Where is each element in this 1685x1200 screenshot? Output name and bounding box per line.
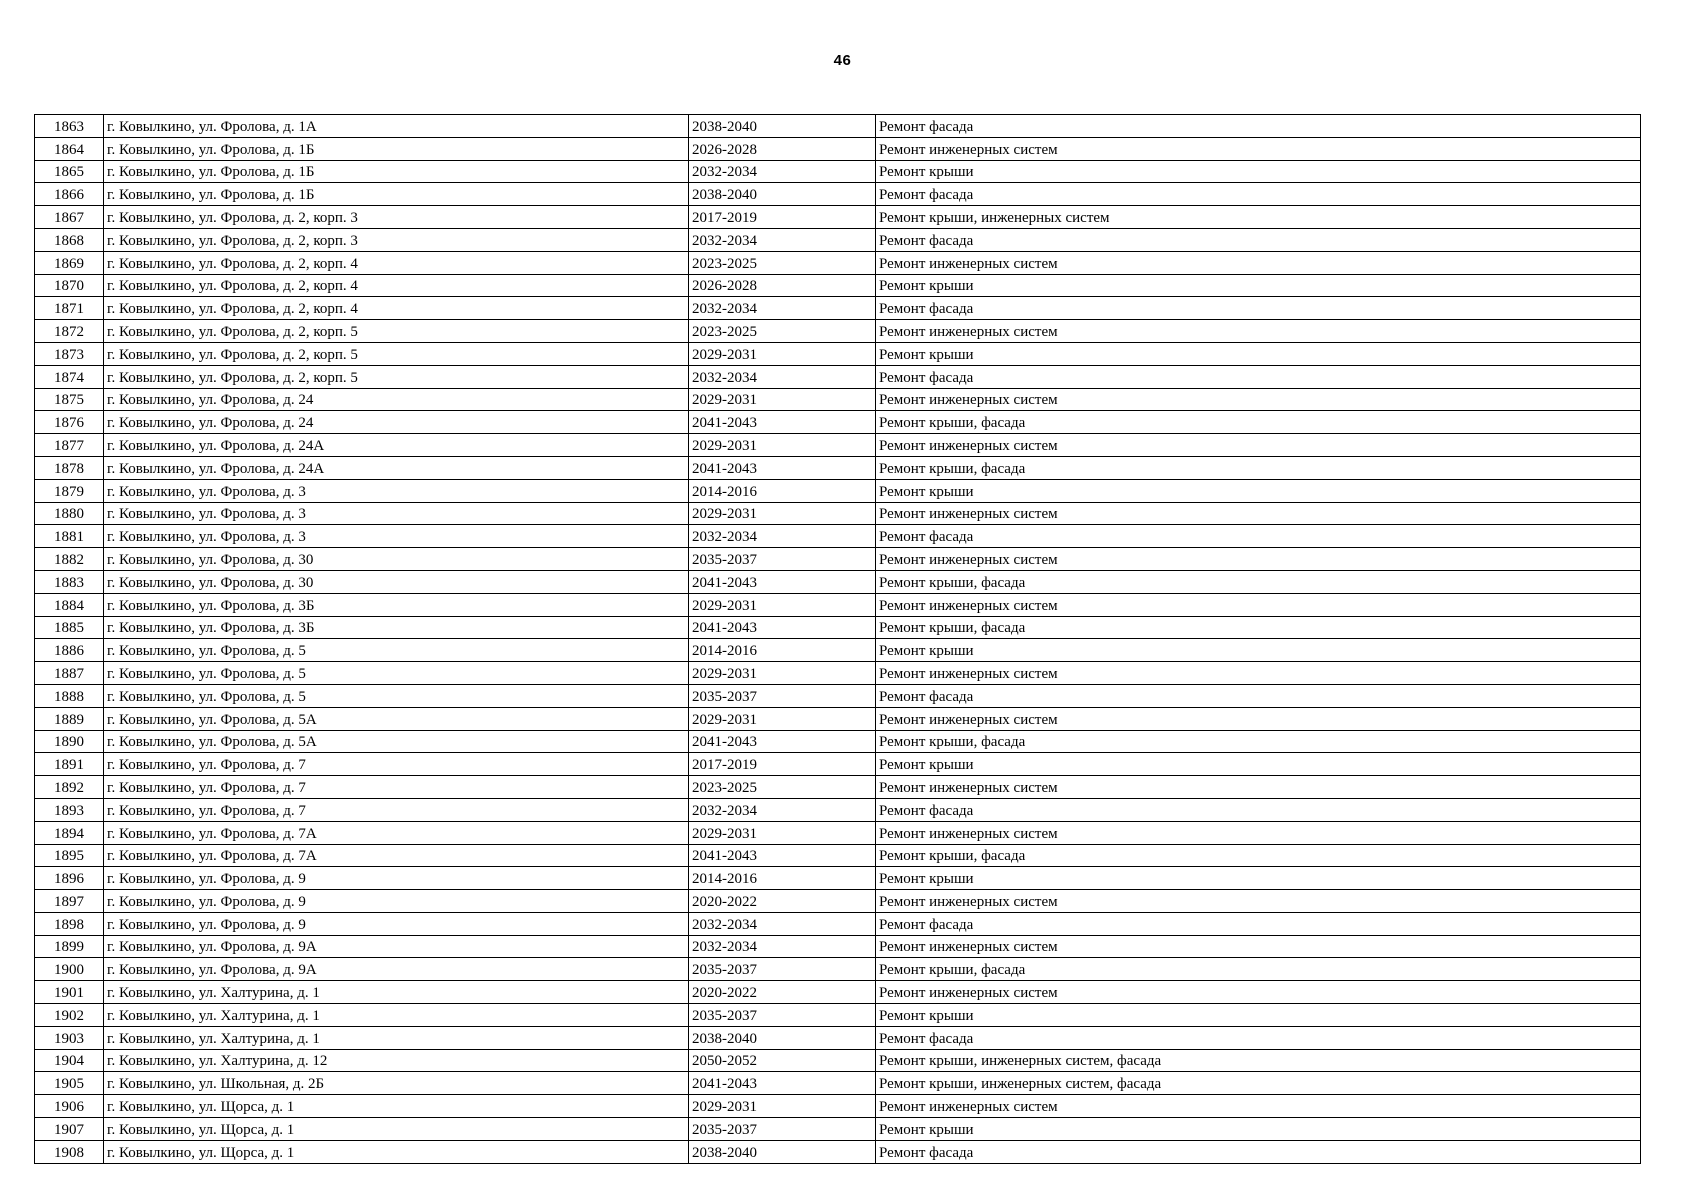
table-row (35, 639, 1641, 662)
work-type-cell: Ремонт крыши (876, 1118, 1641, 1141)
repair-schedule-table (34, 114, 1641, 1164)
work-type-cell: Ремонт крыши, фасада (876, 570, 1641, 593)
page-number: 46 (833, 52, 852, 69)
work-type-cell: Ремонт инженерных систем (876, 707, 1641, 730)
address-cell: г. Ковылкино, ул. Фролова, д. 9 (104, 867, 689, 890)
work-type-cell: Ремонт фасада (876, 1140, 1641, 1163)
address-cell: г. Ковылкино, ул. Фролова, д. 7 (104, 798, 689, 821)
row-number-cell: 1885 (35, 616, 104, 639)
work-type-cell: Ремонт инженерных систем (876, 593, 1641, 616)
work-type-cell: Ремонт крыши, фасада (876, 616, 1641, 639)
row-number-cell: 1866 (35, 183, 104, 206)
work-type-cell: Ремонт инженерных систем (876, 434, 1641, 457)
work-type-cell: Ремонт инженерных систем (876, 548, 1641, 571)
work-type-cell: Ремонт фасада (876, 297, 1641, 320)
period-cell: 2023-2025 (689, 320, 876, 343)
table-row (35, 228, 1641, 251)
work-type-cell: Ремонт фасада (876, 115, 1641, 138)
period-cell: 2041-2043 (689, 730, 876, 753)
row-number-cell: 1867 (35, 206, 104, 229)
period-cell: 2020-2022 (689, 981, 876, 1004)
address-cell: г. Ковылкино, ул. Фролова, д. 2, корп. 5 (104, 342, 689, 365)
address-cell: г. Ковылкино, ул. Фролова, д. 9 (104, 912, 689, 935)
address-cell: г. Ковылкино, ул. Фролова, д. 3Б (104, 593, 689, 616)
work-type-cell: Ремонт крыши, инженерных систем, фасада (876, 1072, 1641, 1095)
work-type-cell: Ремонт инженерных систем (876, 981, 1641, 1004)
address-cell: г. Ковылкино, ул. Фролова, д. 2, корп. 3 (104, 228, 689, 251)
table-row (35, 1118, 1641, 1141)
row-number-cell: 1907 (35, 1118, 104, 1141)
period-cell: 2032-2034 (689, 160, 876, 183)
row-number-cell: 1892 (35, 776, 104, 799)
work-type-cell: Ремонт крыши (876, 753, 1641, 776)
table-body (35, 115, 1641, 1164)
period-cell: 2014-2016 (689, 479, 876, 502)
row-number-cell: 1900 (35, 958, 104, 981)
row-number-cell: 1871 (35, 297, 104, 320)
address-cell: г. Ковылкино, ул. Фролова, д. 24 (104, 388, 689, 411)
table-row (35, 890, 1641, 913)
work-type-cell: Ремонт инженерных систем (876, 662, 1641, 685)
row-number-cell: 1878 (35, 456, 104, 479)
period-cell: 2041-2043 (689, 1072, 876, 1095)
address-cell: г. Ковылкино, ул. Фролова, д. 7А (104, 821, 689, 844)
row-number-cell: 1908 (35, 1140, 104, 1163)
work-type-cell: Ремонт инженерных систем (876, 388, 1641, 411)
work-type-cell: Ремонт крыши, инженерных систем, фасада (876, 1049, 1641, 1072)
row-number-cell: 1893 (35, 798, 104, 821)
row-number-cell: 1896 (35, 867, 104, 890)
work-type-cell: Ремонт инженерных систем (876, 776, 1641, 799)
row-number-cell: 1881 (35, 525, 104, 548)
address-cell: г. Ковылкино, ул. Фролова, д. 5 (104, 662, 689, 685)
row-number-cell: 1888 (35, 684, 104, 707)
address-cell: г. Ковылкино, ул. Халтурина, д. 1 (104, 981, 689, 1004)
period-cell: 2023-2025 (689, 251, 876, 274)
row-number-cell: 1876 (35, 411, 104, 434)
work-type-cell: Ремонт инженерных систем (876, 502, 1641, 525)
row-number-cell: 1897 (35, 890, 104, 913)
row-number-cell: 1906 (35, 1095, 104, 1118)
row-number-cell: 1874 (35, 365, 104, 388)
work-type-cell: Ремонт инженерных систем (876, 935, 1641, 958)
period-cell: 2035-2037 (689, 1118, 876, 1141)
period-cell: 2023-2025 (689, 776, 876, 799)
table-row (35, 206, 1641, 229)
period-cell: 2050-2052 (689, 1049, 876, 1072)
work-type-cell: Ремонт фасада (876, 228, 1641, 251)
period-cell: 2020-2022 (689, 890, 876, 913)
address-cell: г. Ковылкино, ул. Фролова, д. 5 (104, 684, 689, 707)
address-cell: г. Ковылкино, ул. Фролова, д. 2, корп. 5 (104, 365, 689, 388)
address-cell: г. Ковылкино, ул. Фролова, д. 24А (104, 434, 689, 457)
address-cell: г. Ковылкино, ул. Халтурина, д. 1 (104, 1004, 689, 1027)
address-cell: г. Ковылкино, ул. Фролова, д. 2, корп. 5 (104, 320, 689, 343)
address-cell: г. Ковылкино, ул. Щорса, д. 1 (104, 1095, 689, 1118)
period-cell: 2038-2040 (689, 183, 876, 206)
period-cell: 2041-2043 (689, 411, 876, 434)
work-type-cell: Ремонт инженерных систем (876, 1095, 1641, 1118)
period-cell: 2032-2034 (689, 228, 876, 251)
address-cell: г. Ковылкино, ул. Фролова, д. 24А (104, 456, 689, 479)
address-cell: г. Ковылкино, ул. Фролова, д. 7А (104, 844, 689, 867)
address-cell: г. Ковылкино, ул. Фролова, д. 9А (104, 958, 689, 981)
period-cell: 2035-2037 (689, 1004, 876, 1027)
period-cell: 2014-2016 (689, 867, 876, 890)
period-cell: 2041-2043 (689, 844, 876, 867)
table-row (35, 616, 1641, 639)
work-type-cell: Ремонт крыши (876, 639, 1641, 662)
row-number-cell: 1891 (35, 753, 104, 776)
work-type-cell: Ремонт фасада (876, 684, 1641, 707)
period-cell: 2032-2034 (689, 912, 876, 935)
table-row (35, 342, 1641, 365)
table-row (35, 730, 1641, 753)
address-cell: г. Ковылкино, ул. Фролова, д. 7 (104, 776, 689, 799)
row-number-cell: 1883 (35, 570, 104, 593)
address-cell: г. Ковылкино, ул. Фролова, д. 1А (104, 115, 689, 138)
row-number-cell: 1890 (35, 730, 104, 753)
address-cell: г. Ковылкино, ул. Щорса, д. 1 (104, 1118, 689, 1141)
table-row (35, 297, 1641, 320)
address-cell: г. Ковылкино, ул. Фролова, д. 5А (104, 707, 689, 730)
work-type-cell: Ремонт фасада (876, 798, 1641, 821)
period-cell: 2032-2034 (689, 525, 876, 548)
period-cell: 2038-2040 (689, 1026, 876, 1049)
work-type-cell: Ремонт крыши, фасада (876, 844, 1641, 867)
period-cell: 2014-2016 (689, 639, 876, 662)
row-number-cell: 1895 (35, 844, 104, 867)
table-row (35, 684, 1641, 707)
row-number-cell: 1884 (35, 593, 104, 616)
period-cell: 2041-2043 (689, 456, 876, 479)
table-row (35, 274, 1641, 297)
address-cell: г. Ковылкино, ул. Фролова, д. 1Б (104, 160, 689, 183)
period-cell: 2035-2037 (689, 958, 876, 981)
address-cell: г. Ковылкино, ул. Фролова, д. 3Б (104, 616, 689, 639)
table-row (35, 867, 1641, 890)
period-cell: 2029-2031 (689, 593, 876, 616)
table-row (35, 456, 1641, 479)
row-number-cell: 1873 (35, 342, 104, 365)
table-row (35, 707, 1641, 730)
row-number-cell: 1864 (35, 137, 104, 160)
table-row (35, 411, 1641, 434)
address-cell: г. Ковылкино, ул. Фролова, д. 30 (104, 548, 689, 571)
period-cell: 2035-2037 (689, 684, 876, 707)
work-type-cell: Ремонт крыши, инженерных систем (876, 206, 1641, 229)
period-cell: 2017-2019 (689, 753, 876, 776)
table-row (35, 912, 1641, 935)
period-cell: 2032-2034 (689, 798, 876, 821)
period-cell: 2032-2034 (689, 935, 876, 958)
work-type-cell: Ремонт инженерных систем (876, 821, 1641, 844)
period-cell: 2029-2031 (689, 821, 876, 844)
table-row (35, 570, 1641, 593)
period-cell: 2032-2034 (689, 297, 876, 320)
address-cell: г. Ковылкино, ул. Фролова, д. 7 (104, 753, 689, 776)
address-cell: г. Ковылкино, ул. Фролова, д. 9А (104, 935, 689, 958)
table-row (35, 593, 1641, 616)
period-cell: 2029-2031 (689, 662, 876, 685)
address-cell: г. Ковылкино, ул. Фролова, д. 1Б (104, 183, 689, 206)
table-row (35, 365, 1641, 388)
address-cell: г. Ковылкино, ул. Фролова, д. 24 (104, 411, 689, 434)
row-number-cell: 1877 (35, 434, 104, 457)
row-number-cell: 1865 (35, 160, 104, 183)
period-cell: 2029-2031 (689, 707, 876, 730)
work-type-cell: Ремонт фасада (876, 1026, 1641, 1049)
table-row (35, 525, 1641, 548)
row-number-cell: 1875 (35, 388, 104, 411)
row-number-cell: 1863 (35, 115, 104, 138)
table-row (35, 798, 1641, 821)
table-row (35, 776, 1641, 799)
row-number-cell: 1869 (35, 251, 104, 274)
period-cell: 2029-2031 (689, 434, 876, 457)
address-cell: г. Ковылкино, ул. Щорса, д. 1 (104, 1140, 689, 1163)
work-type-cell: Ремонт крыши (876, 867, 1641, 890)
row-number-cell: 1902 (35, 1004, 104, 1027)
table-row (35, 1072, 1641, 1095)
row-number-cell: 1880 (35, 502, 104, 525)
table-row (35, 137, 1641, 160)
period-cell: 2029-2031 (689, 388, 876, 411)
address-cell: г. Ковылкино, ул. Фролова, д. 2, корп. 4 (104, 274, 689, 297)
work-type-cell: Ремонт инженерных систем (876, 251, 1641, 274)
address-cell: г. Ковылкино, ул. Фролова, д. 2, корп. 4 (104, 251, 689, 274)
address-cell: г. Ковылкино, ул. Фролова, д. 3 (104, 525, 689, 548)
row-number-cell: 1899 (35, 935, 104, 958)
address-cell: г. Ковылкино, ул. Школьная, д. 2Б (104, 1072, 689, 1095)
table-row (35, 388, 1641, 411)
period-cell: 2026-2028 (689, 274, 876, 297)
work-type-cell: Ремонт крыши (876, 342, 1641, 365)
table-row (35, 251, 1641, 274)
address-cell: г. Ковылкино, ул. Фролова, д. 3 (104, 502, 689, 525)
work-type-cell: Ремонт фасада (876, 183, 1641, 206)
row-number-cell: 1870 (35, 274, 104, 297)
row-number-cell: 1894 (35, 821, 104, 844)
table-row (35, 183, 1641, 206)
address-cell: г. Ковылкино, ул. Фролова, д. 5А (104, 730, 689, 753)
work-type-cell: Ремонт фасада (876, 912, 1641, 935)
table-row (35, 935, 1641, 958)
row-number-cell: 1868 (35, 228, 104, 251)
period-cell: 2032-2034 (689, 365, 876, 388)
table-row (35, 1095, 1641, 1118)
address-cell: г. Ковылкино, ул. Фролова, д. 30 (104, 570, 689, 593)
table-row (35, 479, 1641, 502)
work-type-cell: Ремонт крыши, фасада (876, 958, 1641, 981)
address-cell: г. Ковылкино, ул. Фролова, д. 5 (104, 639, 689, 662)
row-number-cell: 1879 (35, 479, 104, 502)
table-row (35, 548, 1641, 571)
work-type-cell: Ремонт крыши (876, 160, 1641, 183)
table-row (35, 958, 1641, 981)
table-row (35, 434, 1641, 457)
table-row (35, 662, 1641, 685)
table-row (35, 821, 1641, 844)
work-type-cell: Ремонт фасада (876, 525, 1641, 548)
row-number-cell: 1898 (35, 912, 104, 935)
work-type-cell: Ремонт инженерных систем (876, 320, 1641, 343)
work-type-cell: Ремонт инженерных систем (876, 890, 1641, 913)
period-cell: 2029-2031 (689, 342, 876, 365)
work-type-cell: Ремонт крыши (876, 274, 1641, 297)
address-cell: г. Ковылкино, ул. Фролова, д. 2, корп. 3 (104, 206, 689, 229)
period-cell: 2041-2043 (689, 570, 876, 593)
table-row (35, 160, 1641, 183)
work-type-cell: Ремонт крыши, фасада (876, 411, 1641, 434)
address-cell: г. Ковылкино, ул. Фролова, д. 1Б (104, 137, 689, 160)
work-type-cell: Ремонт инженерных систем (876, 137, 1641, 160)
table-row (35, 844, 1641, 867)
address-cell: г. Ковылкино, ул. Халтурина, д. 12 (104, 1049, 689, 1072)
work-type-cell: Ремонт крыши, фасада (876, 730, 1641, 753)
period-cell: 2017-2019 (689, 206, 876, 229)
row-number-cell: 1889 (35, 707, 104, 730)
table-row (35, 502, 1641, 525)
table-row (35, 320, 1641, 343)
table-row (35, 981, 1641, 1004)
period-cell: 2029-2031 (689, 502, 876, 525)
table-row (35, 753, 1641, 776)
row-number-cell: 1904 (35, 1049, 104, 1072)
row-number-cell: 1882 (35, 548, 104, 571)
row-number-cell: 1872 (35, 320, 104, 343)
row-number-cell: 1905 (35, 1072, 104, 1095)
row-number-cell: 1886 (35, 639, 104, 662)
work-type-cell: Ремонт фасада (876, 365, 1641, 388)
row-number-cell: 1887 (35, 662, 104, 685)
period-cell: 2035-2037 (689, 548, 876, 571)
table-row (35, 1004, 1641, 1027)
work-type-cell: Ремонт крыши, фасада (876, 456, 1641, 479)
row-number-cell: 1903 (35, 1026, 104, 1049)
table-row (35, 1026, 1641, 1049)
address-cell: г. Ковылкино, ул. Халтурина, д. 1 (104, 1026, 689, 1049)
period-cell: 2041-2043 (689, 616, 876, 639)
period-cell: 2026-2028 (689, 137, 876, 160)
period-cell: 2038-2040 (689, 1140, 876, 1163)
work-type-cell: Ремонт крыши (876, 479, 1641, 502)
address-cell: г. Ковылкино, ул. Фролова, д. 2, корп. 4 (104, 297, 689, 320)
table-row (35, 1049, 1641, 1072)
row-number-cell: 1901 (35, 981, 104, 1004)
table-row (35, 1140, 1641, 1163)
address-cell: г. Ковылкино, ул. Фролова, д. 3 (104, 479, 689, 502)
address-cell: г. Ковылкино, ул. Фролова, д. 9 (104, 890, 689, 913)
period-cell: 2038-2040 (689, 115, 876, 138)
work-type-cell: Ремонт крыши (876, 1004, 1641, 1027)
table-row (35, 115, 1641, 138)
period-cell: 2029-2031 (689, 1095, 876, 1118)
